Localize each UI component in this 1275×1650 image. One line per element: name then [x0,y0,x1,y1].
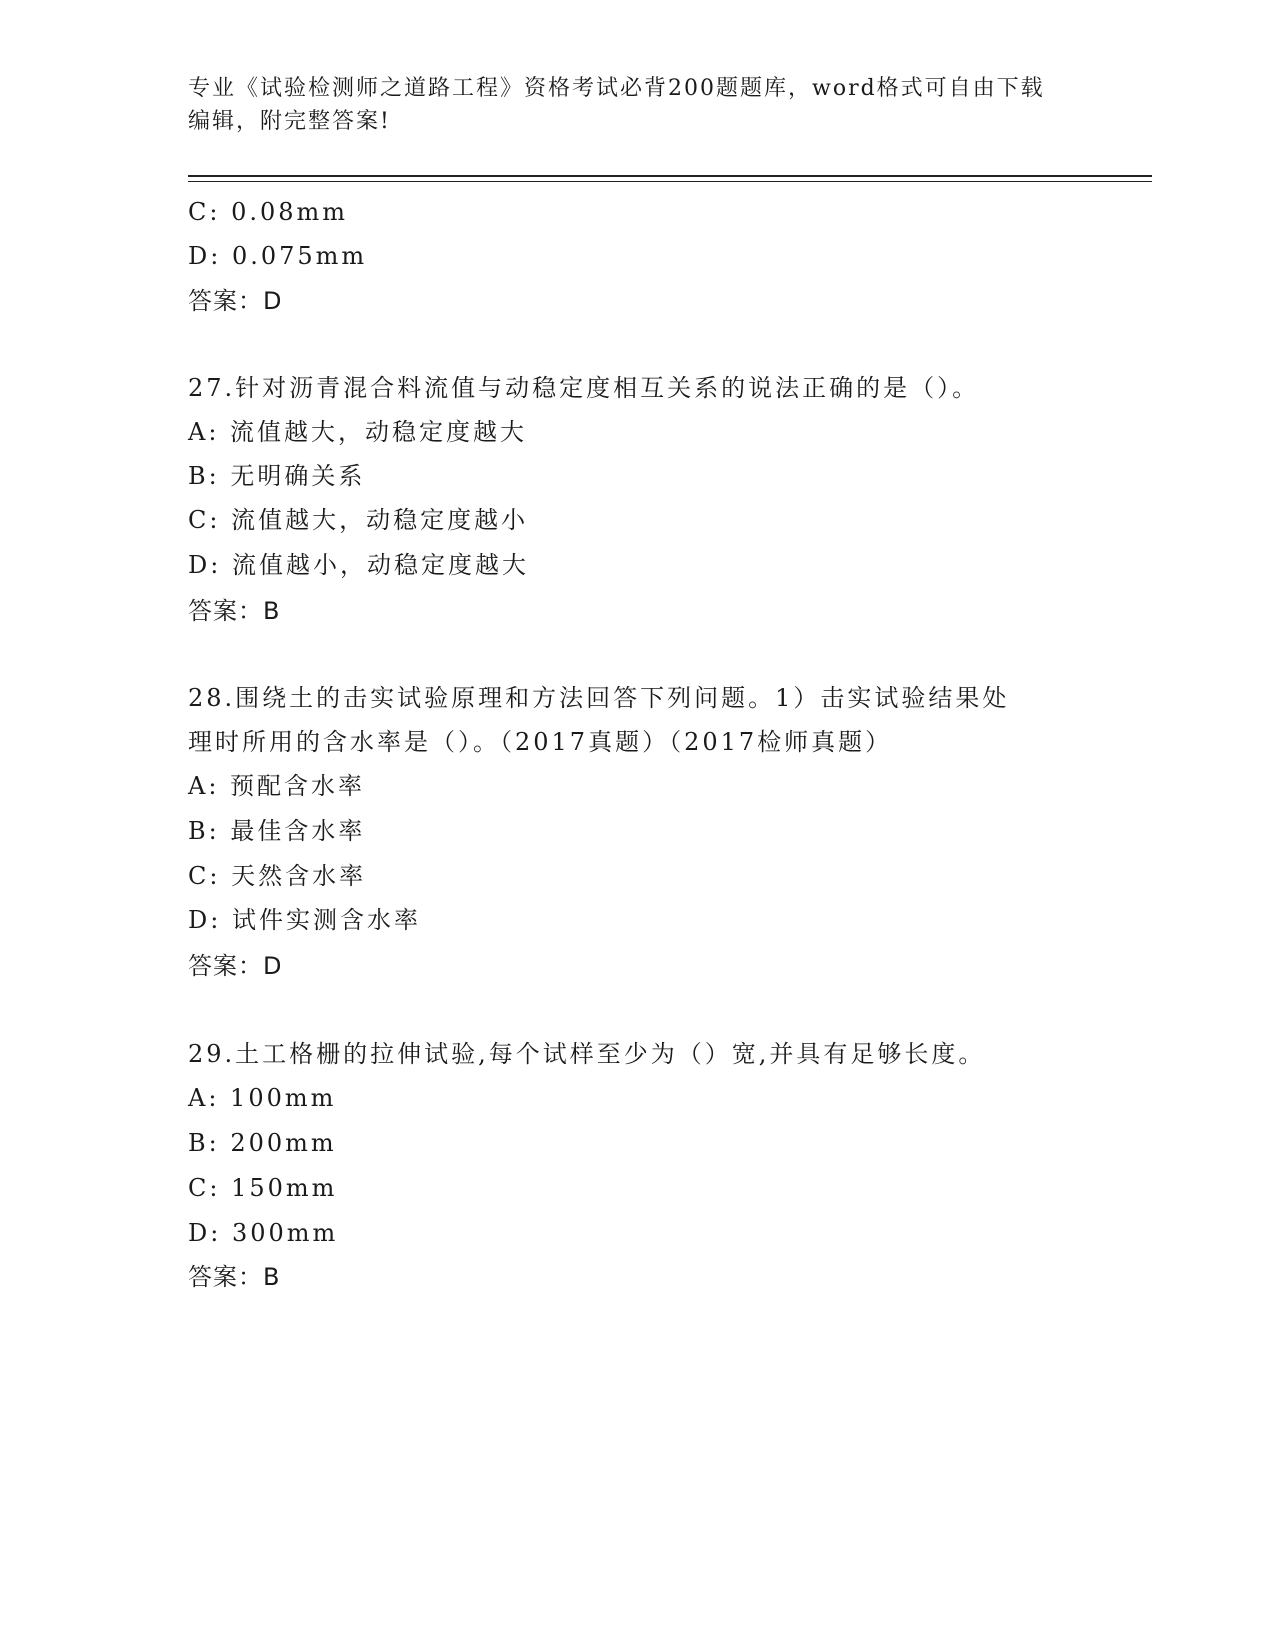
question-text: 29.土工格栅的拉伸试验,每个试样至少为（）宽,并具有足够长度。 [188,1040,986,1068]
question-text: 理时所用的含水率是（）。（2017真题）（2017检师真题） [188,728,893,756]
option-line: A: 预配含水率 [188,772,366,800]
option-line: A: 100mm [188,1084,337,1112]
header-divider-thick [188,175,1152,177]
question-text: 27.针对沥青混合料流值与动稳定度相互关系的说法正确的是（）。 [188,374,980,402]
option-line: B: 无明确关系 [188,462,366,490]
option-line: B: 最佳含水率 [188,817,366,845]
answer-line: 答案：D [188,952,283,980]
option-line: D: 试件实测含水率 [188,906,421,934]
question-text: 28.围绕土的击实试验原理和方法回答下列问题。1）击实试验结果处 [188,684,1010,712]
answer-line: 答案：B [188,597,281,625]
option-line: C: 150mm [188,1174,338,1202]
option-line: D: 流值越小，动稳定度越大 [188,551,529,579]
option-line: A: 流值越大，动稳定度越大 [188,418,528,446]
header-line-2: 编辑，附完整答案! [188,109,391,134]
option-line: C: 0.08mm [188,198,349,226]
answer-line: 答案：D [188,287,283,315]
option-line: C: 天然含水率 [188,862,367,890]
option-line: C: 流值越大，动稳定度越小 [188,506,529,534]
header-line-1: 专业《试验检测师之道路工程》资格考试必背200题题库，word格式可自由下载 [188,76,1045,101]
document-header [188,72,1088,138]
option-line: B: 200mm [188,1129,337,1157]
option-line: D: 0.075mm [188,242,368,270]
header-divider-thin [188,181,1152,182]
answer-line: 答案：B [188,1263,281,1291]
option-line: D: 300mm [188,1219,339,1247]
